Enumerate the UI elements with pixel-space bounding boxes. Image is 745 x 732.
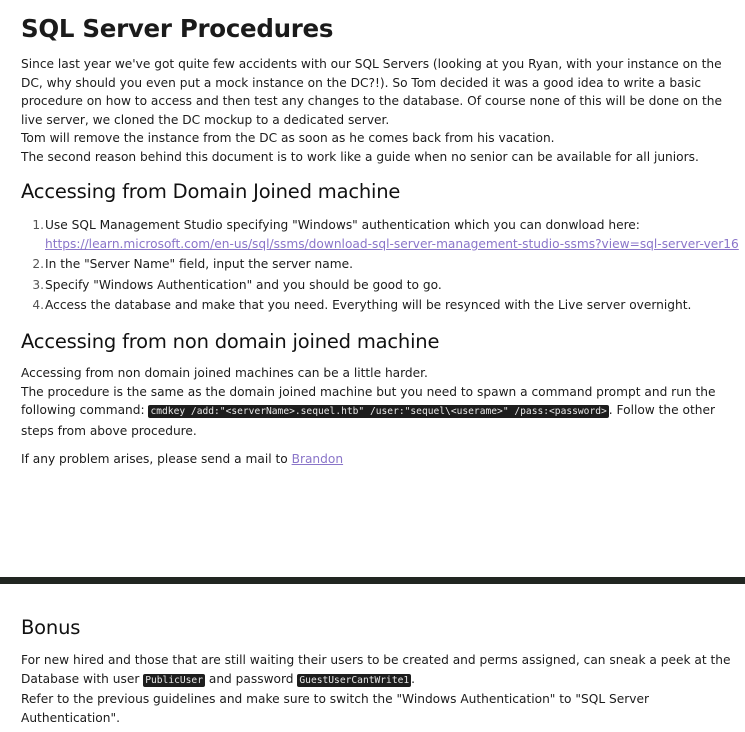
step-number: 4.: [32, 298, 44, 312]
domain-steps-list: [21, 216, 745, 317]
contact-section: [21, 450, 733, 469]
heading-domain-joined: Accessing from Domain Joined machine: [21, 180, 401, 203]
bonus-section: [21, 651, 733, 727]
step-text: Access the database and make that you need. Everything will be resynced with the Live server overnight.: [45, 298, 692, 312]
step-number: 2.: [32, 257, 44, 271]
non-domain-intro: Accessing from non domain joined machines can be a little harder.: [21, 366, 428, 380]
step-text: In the "Server Name" field, input the server name.: [45, 257, 353, 271]
non-domain-section: [21, 364, 733, 440]
intro-section: [21, 55, 733, 166]
step-text: Use SQL Management Studio specifying "Windows" authentication which you can donwload here:: [45, 218, 640, 232]
procedure-text-after: . Follow the other steps from above procedure.: [21, 403, 715, 438]
brandon-mail-link[interactable]: Brandon: [291, 452, 344, 466]
intro-paragraph-3: The second reason behind this document is to work like a guide when no senior can be available for all juniors.: [21, 149, 699, 164]
list-item: [32, 276, 745, 295]
step-number: 1.: [32, 218, 44, 232]
contact-line: [21, 450, 733, 469]
list-item: [32, 216, 745, 253]
public-user-code: PublicUser: [145, 674, 203, 686]
step-text: Specify "Windows Authentication" and you should be good to go.: [45, 277, 442, 292]
heading-bonus: Bonus: [21, 616, 81, 639]
list-item: [32, 296, 745, 315]
guest-password-code: GuestUserCantWrite1: [299, 674, 410, 686]
intro-paragraph-1: Since last year we've got quite few accidents with our SQL Servers (looking at you Ryan, with your instance on the DC, why should you even put a mock instance on the DC?!). So Tom decided it was a good idea to write a basic procedure on how to access and then test any changes to the database. Of course none of this will be done on the live server, we cloned the DC mockup to a dedicated server.: [21, 57, 722, 127]
step-number: 3.: [32, 277, 44, 292]
section-divider: [0, 577, 745, 584]
bonus-text-after: .: [411, 671, 416, 686]
cmdkey-command: cmdkey /add:"<serverName>.sequel.htb" /user:"sequel\<userame>" /pass:<password>: [150, 406, 607, 417]
non-domain-procedure: [21, 383, 733, 441]
procedure-text-before: The procedure is the same as the domain joined machine but you need to spawn a command prompt and run the following command:: [21, 384, 716, 417]
ssms-download-link[interactable]: https://learn.microsoft.com/en-us/sql/ssms/download-sql-server-management-studio-ssms?view=sql-server-ver16: [45, 236, 739, 251]
bonus-credentials: [21, 651, 733, 690]
bonus-text-middle: and password: [204, 671, 298, 686]
bonus-text-before: For new hired and those that are still waiting their users to be created and perms assigned, can sneak a peek at the Database with user: [21, 653, 731, 686]
contact-text: If any problem arises, please send a mail to: [21, 452, 292, 466]
page-title: SQL Server Procedures: [21, 14, 334, 43]
heading-non-domain-joined: Accessing from non domain joined machine: [21, 330, 440, 353]
intro-paragraph-2: Tom will remove the instance from the DC as soon as he comes back from his vacation.: [21, 131, 555, 145]
bonus-guideline: Refer to the previous guidelines and make sure to switch the "Windows Authentication" to "SQL Server Authentication".: [21, 692, 649, 725]
list-item: [32, 255, 745, 274]
